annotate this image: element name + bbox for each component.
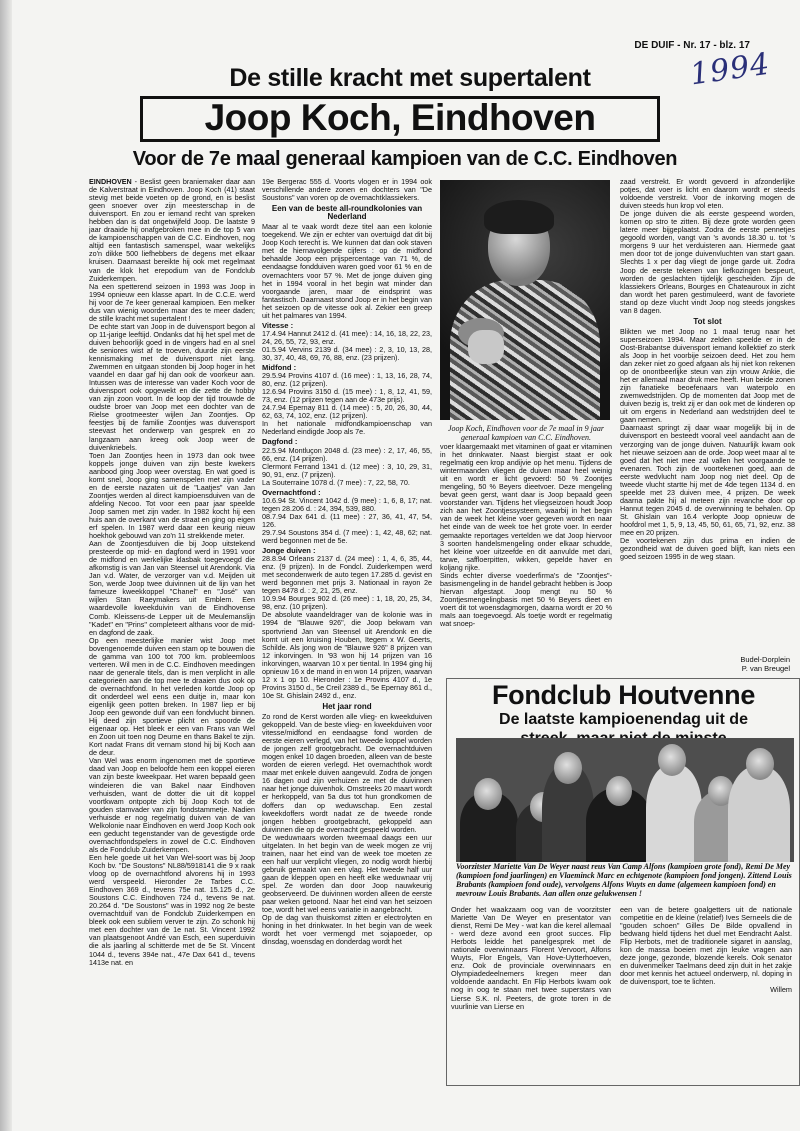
paragraph [89, 637, 255, 758]
fondclub-subtitle-1: De laatste kampioenendag uit de [499, 711, 748, 728]
paragraph [620, 328, 795, 425]
paragraph-text: 24.7.94 Epernay 811 d. (14 mee) : 5, 20, 26, 30, 44, 62, 63, 74, 102, enz. (12 prijzen). [262, 403, 432, 421]
paragraph [620, 424, 795, 537]
paragraph [440, 443, 612, 572]
paragraph [262, 420, 432, 436]
paragraph [620, 537, 795, 561]
paragraph-text: In het nationale midfondkampioenschap van Nederland eindigde Joop als 7e. [262, 419, 432, 437]
paragraph [89, 757, 255, 854]
paragraph [262, 388, 432, 404]
paragraph [262, 513, 432, 529]
paragraph [262, 555, 432, 595]
paragraph-text: zaad verstrekt. Er wordt gevoerd in afzonderlijke potjes, dat voer is licht en daarom wordt er steeds voldoende verstrekt. Voor de inkorving mogen de duiven steeds hun krop vol eten. [620, 178, 795, 211]
scan-shadow-edge [0, 0, 12, 1131]
results-subheading: Overnachtfond : [262, 487, 321, 497]
results-subheading: Vitesse : [262, 320, 294, 330]
fondclub-group-photo [456, 738, 794, 862]
paragraph [262, 611, 432, 700]
paragraph [262, 463, 432, 479]
paragraph [262, 330, 432, 346]
paragraph [620, 210, 795, 315]
paragraph [89, 854, 255, 967]
author-name: P. van Breugel [741, 664, 790, 673]
paragraph-text: Op een meesterlijke manier wist Joop met bovengenoemde duiven een stam op te bouwen die de gamma van 100 tot 700 km. probleemloos verteren. Wil men in de C.C. Eindhoven meedingen naar de generale titels, dan is men verplicht in alle categorieën aan de top mee te draaien dus ook op de overnachtfond. In het verleden kortde Joop op dit onderdeel wel eens een duitje in, maar kon eigenlijk geen potten breken. In 1987 liep er bij Joop een gewonde duif van een fondvlucht binnen. Hij deed zijn sportieve plicht en spoorde de eigenaar op. Het bleek er een van Frans van Wel en Zoon uit toen nog Deurne en thans Bakel te zijn. Kort nadat Frans dit vernam stond hij bij Koch aan de deur. [89, 635, 255, 758]
paragraph [262, 479, 432, 487]
fondclub-signature: Willem [770, 985, 792, 995]
paragraph [262, 713, 432, 834]
paragraph-text: - Beslist geen braniemaker daar aan de Kalverstraat in Eindhoven. Joop Koch (41) staat stevig met beide voeten op de grond, en is beslist geen snoever over zijn meesterschap in de duivensport. En zou er iemand recht van spreken hebben dan is dat ongetwijfeld Joop. De laatste 9 jaar draaide hij onafgebroken mee in de top 5 van de kampioenschappen van de C.C. Eindhoven, nog altijd een fantastisch samenspel, waar wekelijks zo'n dikke 500 liefhebbers de degens met elkaar kruisen. Daarnaast bereikte hij ook met regelmaat van de klok het erepodium van de Fondclub Zuiderkempen. [89, 178, 255, 283]
paragraph [262, 834, 432, 914]
paragraph [262, 372, 432, 388]
fondclub-column-1: Onder het waakzaam oog van de voorzitster Mariette Van De Weyer en presentator van dienst, Remi De Mey - wat kan die kerel allemaal - werd deze avond een groot succes. Flip Herbots leidde het panelgesprek met de nationale overwinnaars Florent Vervoort, Alfons Wuyts, Flor Engels, Van Hove-Uytterhoeven, enz. Ook de provinciale overwinnaars en Olympiadedeelnemers kregen meer dan voldoende aandacht. En Flip Herbots kwam ook nog in oog te staan met twee superstars van Lierse S.K. nl. Peeters, de grote toren in de vuurlinie van Lierse en [451, 906, 611, 1011]
author-signature [700, 655, 790, 673]
author-location: Budel-Dorplein [740, 655, 790, 664]
paragraph-text: Blikten we met Joop no 1 maal terug naar het superseizoen 1994. Maar zelden speelde er in de Oost-Brabantse duivensport iemand kollektief zo sterk als Joop in het voorbije seizoen deed. Het zou hem dan zeker niet zo goed afgaan als hij niet kon rekenen op de onontbeerlijke steun van zijn vrouw Ankie, die het er allemaal maar druk mee heeft. Hun beide zonen zijn fanatieke beoefenaars van waterpolo en zwemwedstrijden. Op de momenten dat Joop met de duiven bezig is, trekt zij er dan ook met de kinderen op uit om ergens in Nederland aan wedstrijden deel te gaan nemen. [620, 326, 795, 425]
article-column-4 [620, 178, 795, 668]
paragraph-text: Op de dag van thuiskomst zitten er electrolyten en honing in het drinkwater. In het begin van de week wordt het voer vermengd met sojapoeder, op dinsdag, woensdag en donderdag wordt het [262, 913, 432, 947]
joop-koch-photo [440, 180, 610, 420]
paragraph-text: 29.7.94 Soustons 354 d. (7 mee) : 1, 42, 48, 62; nat. werd begonnen met de 5e. [262, 527, 432, 546]
handwritten-year: 1994 [687, 46, 773, 93]
paragraph-text: 19e Bergerac 555 d. Voorts vlogen er in 1994 ook verschillende andere zonen en dochters van "De Soustons" van voren op de overnachtklassiekers. [262, 178, 432, 203]
paragraph-text: Maar al te vaak wordt deze titel aan een kolonie toegekend. We zijn er echter van overtuigd dat dit bij Joop Koch terecht is. We kunnen dat dan ook staven met de hiernavolgende cijfers : op de midfond behaalde Joop een prijspercentage van 71 %, de eendaagse fondduiven waren goed voor 61 % en de overnachters voor 57 %. Met de jonge duiven ging het in 1994 vooral in het begin wat minder dan voorgaande jaren, maar de eindsprint was fantastisch. Daarnaast stond Joop er in het begin van het seizoen op de vitesse ook al. Zekier een greep uit het palmares van 1994. [262, 222, 432, 320]
article-kicker: De stille kracht met supertalent [229, 64, 591, 92]
paragraph [89, 540, 255, 637]
paragraph [89, 283, 255, 323]
results-subheading: Jonge duiven : [262, 546, 316, 556]
paragraph-text: voer klaargemaakt met vitaminen of gaat er vitaminen in het drinkwater. Naast biergist staat er ook regelmatig een krop andijvie op het menu. Tijdens de wintermaanden vliegen de duiven maar heel weinig uit en wordt er licht gevoerd: 50 % Zoontjes mengeling, 50 % Beyers dieetvoer. Deze mengeling bevat geen gerst, want daar is Joop bepaald geen voorstander van. Tijdens het vliegseizoen houdt Joop zich aan het Zoontjessysteem, waarbij in het begin van de week het kleine voer gegeven wordt en naar het einde van de week toe het grote voer. In eerder gemaakte reportages vertelden we dat Joop hiervoor 3 soorten handelsmengeling onder elkaar schudde, het kleine voer uitzeefde en dit aanvulde met dari, tarwe, saffloerpitten, wikken, gepelde haver en koljang rijke. [440, 443, 612, 572]
fondclub-photo-caption: Voorzitster Mariette Van De Weyer naast reus Van Camp Alfons (kampioen grote fond), Remi De Mey (kampioen fond jaarlingen) en Vlaeminck Marc en echtgenote (kampioen fond jongen). Zittend Louis Brabants (kampioen fond oude), vervolgens Alfons Wuyts en dame (algemeen kampioen fond) en mevrouw Louis Brabants. Aan allen onze gelukwensen ! [456, 862, 792, 898]
article-column-2 [262, 178, 432, 1073]
paragraph-text: De jonge duiven die als eerste gespeend worden, komen op stro te zitten. Bij deze grote worden geen latere meer bijgeplaatst. Zodra de eerste pennetjes gegoold worden, vangt van 's avonds 18.30 u. tot 's morgens 9 uur het verduisteren aan. Hiermede gaat men door tot de jonge duivenvluchten van start gaan. Slechts 1 x per dag vliegt de jonge garde uit. Zodra Joop de eerste tekenen van liefkozingen bespeurt, worden de geslachten tijdelijk gescheiden. Zijn de klassiekers Orleans, Bourges en Chateauroux in zicht dan wordt het paren gestimuleerd, want de favoriete stand op deze vlucht vindt Joop nog steeds jongskes van 8 dagen. [620, 209, 795, 315]
paragraph-text: Daarnaast springt zij daar waar mogelijk bij in de duivensport en besteedt vooral veel aandacht aan de verzorging van de jonge duiven. Natuurlijk kwam ook het nieuwe seizoen aan de orde. Joop weet maar al te goed dat het niet mee zal vallen het voorgaande te evenaren. Toch zijn de voortekenen goed, aan de eerste wedvlucht nam Joop nog niet deel. Op de tweede vlucht startte hij met de 4de tegen 1134 d. en speelde met 23 duiven mee, 4 prijzen. De week daarna pakte hij al meteen zijn revanche door op Hannut tegen 2045 d. de overwinning te behalen. Op St. Ghislain van 16.4 verlopte Joop opnieuw de hoofdrol met 1, 5, 9, 13, 45, 50, 61, 65, 71, 92, enz. 38 mee en 20 prijzen. [620, 423, 795, 538]
article-subheadline: Voor de 7e maal generaal kampioen van de C.C. Eindhoven [132, 148, 678, 170]
section-heading: Een van de beste all-roundkolonies van Nederland [271, 204, 423, 222]
fondclub-column-2 [620, 906, 792, 1084]
paragraph [262, 178, 432, 202]
paragraph-text: Clermont Ferrand 1341 d. (12 mee) : 3, 10, 29, 31, 90, 91, enz. (7 prijzen). [262, 461, 432, 479]
paragraph-text: Van Wel was enorm ingenomen met de sportieve daad van Joop en beloofde hem een koppel eieren van zijn beste kweekpaar. Het waren bepaald geen windeieren die van Bakel naar Eindhoven verhuisden, want de dotter die uit dit koppel voortkwam ontpopte zich bij Joop Koch tot de gouden stamvader van zijn fondstammetje. Nadien verhuisde er nog regelmatig duiven van de van Welkolonie naar Eindhoven en werd Joop Koch ook een geducht tegenstander van de gevestigde orde overnachtfondspelers in zowel de C.C. Eindhoven als de Fondclub Zuiderkempen. [89, 756, 255, 854]
fondclub-title: Fondclub Houtvenne [491, 680, 756, 710]
paragraph-text: De echte start van Joop in de duivensport begon al op 11-jarige leeftijd. Ondanks dat hij het spel met de duiven behoorlijk goed in de vingers had en al snel de seniores wist af te troeven, duurde zijn eerste kennismaking met de duivensport niet lang. Zwemmen en uitgaan stonden bij Joop hoger in het vaandel en daar gaf hij dan ook de voorkeur aan. Intussen was de interesse van vader Koch voor de duivensport ook opgewekt en die zette de hobby van zijn zoon voort. In de loop der tijd trouwde de oudste broer van Joop met een dochter van de Rielse grootmeester wijlen Jan Zoontjes. Op feestjes bij de familie Zoontjes was duivensport steevast het onderwerp van gesprek en zo langzaam aan kreeg ook Joop weer de duivenkriebels. [89, 321, 255, 452]
dateline: EINDHOVEN [89, 178, 132, 186]
paragraph [262, 404, 432, 420]
paragraph-text: 28.8.94 Orleans 2137 d. (24 mee) : 1, 4, 6, 35, 44, enz. (9 prijzen). In de Fondcl. Zuiderkempen werd met secondenwerk de auto tegen 17.285 d. gevist en werd begonnen met prijs 3. Nationaal in rayon 2e tegen 8478 d. : 2, 21, 25, enz. [262, 554, 432, 596]
paragraph-text: 08.7.94 Dax 641 d. (11 mee) : 27, 36, 41, 47, 54, 126. [262, 511, 432, 529]
paragraph-text: 10.9.94 Bourges 902 d. (26 mee) : 1, 18, 20, 25, 34, 98, enz. (10 prijzen). [262, 594, 432, 612]
paragraph-text: Een hele goede uit het Van Wel-soort was bij Joop Koch bv. "De Soustons" NL88/5918141 die 9 x raak vloog op de overnachtfond alvorens hij in 1993 werd verspeeld. Hieronder 2e Tarbes C.C. Eindhoven 369 d., tevens 75e nat. 15.125 d., 2e Soustons C.C. Eindhoven 724 d., tevens 9e nat. 20.264 d. "De Soustons" was in 1992 nog 2e beste overnachtduif van de Fondclub Zuiderkempen en bleek ook een subliem verver te zijn. Zo schonk hij met een dochter van de 1e nat. St. Vincent 1992 van plaatsgenoot André van Esch, een superduivin die als jaarling al schitterde met de 5e St. Vincent 1044 d., tevens 394e nat., 47e Dax 641 d., tevens 1413e nat. en [89, 852, 255, 967]
page-header: DE DUIF - Nr. 17 - blz. 17 [634, 40, 750, 51]
paragraph [262, 223, 432, 320]
paragraph-text: Toen Jan Zoontjes heen in 1973 dan ook twee koppels jonge duiven van zijn beste kwekers aanbood ging Joop weer overstag. En wat goed is komt snel, Joop ging samenspelen met zijn vader en de eerste nazaten uit de "Laatjes" van Jan Zoontjes werden al direct kampioensduiven van de afdeling Necoo. Tot voor een paar jaar speelde Joop samen met zijn vader. In 1982 kocht hij een huis aan de overkant van de straat en ging op eigen erf spelen. In 1987 werd daar een keurig nieuw hoekhok gebouwd van zo'n 11 strekkende meter. [89, 450, 255, 541]
paragraph-text: Na een spetterend seizoen in 1993 was Joop in 1994 opnieuw een klasse apart. In de C.C.E. werd hij voor de 7e keer generaal kampioen. Een melker dus van wienig woorden maar des te meer daden; de stille kracht met supertalent ! [89, 281, 255, 323]
paragraph [89, 452, 255, 541]
section-heading: Tot slot [693, 316, 722, 326]
photo-caption: Joop Koch, Eindhoven voor de 7e maal in 9 jaar generaal kampioen van C.C. Eindhoven. [448, 424, 604, 442]
paragraph [262, 497, 432, 513]
paragraph-text: De weduwnaars worden tweemaal daags een uur uitgelaten. In het begin van de week mogen ze vrij trainen, naar het eind van de week toe moeten ze een half uur verplicht vliegen, zo nodig wordt hierbij gebruik gemaakt van een vlag. Het tweede half uur gaan de kleppen open en heeft elke weduwnaar vrij spel. Ze worden dan door Joop nauwkeurig geobserveerd. De duivinnen worden alleen de eerste paar weken getoond. Naar het eind van het seizoen toe, wordt het wel eens variatie in aangebracht. [262, 832, 432, 915]
section-heading: Het jaar rond [322, 701, 372, 711]
paragraph [262, 595, 432, 611]
article-column-1 [89, 178, 255, 1073]
paragraph-text: 29.5.94 Provins 4107 d. (16 mee) : 1, 13, 16, 28, 74, 80, enz. (12 prijzen). [262, 371, 432, 389]
paragraph-text: Zo rond de Kerst worden alle vlieg- en kweekduiven gekoppeld. Van de beste vlieg- en kweekduiven voor vitesse/midfond en eendaagse fond worden de eerste eieren verlegd, van het tweede koppel worden de jongen zelf grootgebracht. De overnachtduiven mogen enkel 10 dagen broeden, alleen van de beste worden de eieren verlegd. Het overnachthok wordt maar met enkele duiven aangevuld. Zodra de jongen 16 dagen oud zijn verhuizen ze met de duivinnen naar het jonge duivenhok. Omstreeks 20 maart wordt er herkoppeld, van 5a dus tot hun grondkomen de doffers dan op weduwschap. Een zestal kweekdoffers wordt nadat ze de tweede ronde jongen hebben grootgebracht, gekoppeld aan duivinnen die op de overnacht gespeeld worden. [262, 712, 432, 834]
fondclub-column-2-text: een van de betere goalgetters uit de nationale competitie en de kleine (relatief) Ives Serneels die de "gouden schoen" Gilles De Bilde opvallend in bedwang hield tijdens het duel met Eendracht Aalst. Flip Herbots, met de traditionele sigaret in aanslag, kon de massa boeien met zijn leuke vragen aan deze jonge, gezonde, blozende kerels. Ook senator en duivenmelker Taelmans deed zijn duit in het zakje door met kennis het actueel onderwerp, nl. doping in de duivensport, toe te lichten. [620, 906, 792, 987]
paragraph-text: De voortekenen zijn dus prima en indien de gezondheid wat de duiven goed blijft, kan niets een goed seizoen 1995 in de weg staan. [620, 536, 795, 562]
results-subheading: Dagfond : [262, 437, 298, 447]
paragraph [620, 178, 795, 210]
paragraph [262, 447, 432, 463]
results-subheading: Midfond : [262, 363, 297, 373]
paragraph [262, 529, 432, 545]
paragraph [262, 346, 432, 362]
paragraph-text: Aan de Zoontjesduiven die bij Joop uitstekend presteerde op mid- en dagfond werd in 1991 voor de midfond en werkelijke klasbak toegevoegd die afkomstig is van Jan van Steensel uit Arendonk. Via Jan v.d. Water, de verzorger van v.d. Meijden uit Son, werde Joop twee duivinnen uit de lijn van het fameuze kweekkoppel "Chanel" en "José" van wijlen Stan Raeymakers uit Emblem. Een waardevolle kweekduivin van de Eindhovense Comb. Kleissens-de Lepper uit de Meulemanslijn "Kadet" en "Prins" completeert althans voor de mid- en dagfond de zaak. [89, 539, 255, 637]
paragraph-text: La Souterraine 1078 d. (7 mee) : 7, 22, 58, 70. [262, 477, 410, 487]
article-headline: Joop Koch, Eindhoven [204, 97, 596, 138]
paragraph-text: 01.5.94 Vervins 2139 d. (34 mee) : 2, 3, 10, 13, 28, 30, 37, 40, 48, 69, 76, 88, enz. (23 prijzen). [262, 344, 432, 362]
paragraph-text: 12.6.94 Provins 3150 d. (15 mee) : 1, 8, 12, 41, 59, 73, enz. (12 prijzen tegen aan de 473e prijs). [262, 387, 432, 405]
paragraph-text: 10.6.94 St. Vincent 1042 d. (9 mee) : 1, 6, 8, 17; nat. tegen 28.206 d. : 24, 394, 539, 880. [262, 495, 432, 513]
paragraph [89, 178, 255, 283]
paragraph-text: 22.5.94 Montluçon 2048 d. (23 mee) : 2, 17, 46, 55, 66, enz. (14 prijzen). [262, 445, 432, 463]
paragraph [440, 572, 612, 628]
paragraph-text: De absolute vaandeldrager van de kolonie was in 1994 de "Blauwe 926", die Joop bekwam van sportvriend Jan van Steensel uit Arendonk en die komt uit een kruising Houben, Itegem x W. Geerts, Schilde. Als jong won de "Blauwe 926" 8 prijzen van 12 inkorvingen. In '93 won hij 14 prijzen van 16 inkorvingen, waarvan 10 x per tiental. In 1994 ging hij opnieuw 16 x de mand in en won 14 prijzen, waarvan 12 x 1 op 10. Hieronder : 1e Provins 4107 d., 1e Provins 3150 d., 5e Creil 2389 d., 5e Epernay 861 d., 10e St. Ghislain 2492 d., enz. [262, 610, 432, 700]
paragraph-text: 17.4.94 Hannut 2412 d. (41 mee) : 14, 16, 18, 22, 23, 24, 26, 55, 72, 93, enz. [262, 328, 432, 346]
article-column-3 [440, 443, 612, 675]
paragraph-text: Sinds echter diverse voederfirma's de "Zoontjes"-basismengeling in de handel gebracht hebben is Joop hiervan afgestapt. Joop mengt nu 50 % Zoontjesmengelingbasis met 50 % Beyers dieet en voert dit tot woensdagmorgen, daarna wordt er 20 % maïs aan toegevoegd. Als toetje wordt er regelmatig wat snoep- [440, 570, 612, 629]
paragraph [89, 323, 255, 452]
paragraph [262, 914, 432, 946]
